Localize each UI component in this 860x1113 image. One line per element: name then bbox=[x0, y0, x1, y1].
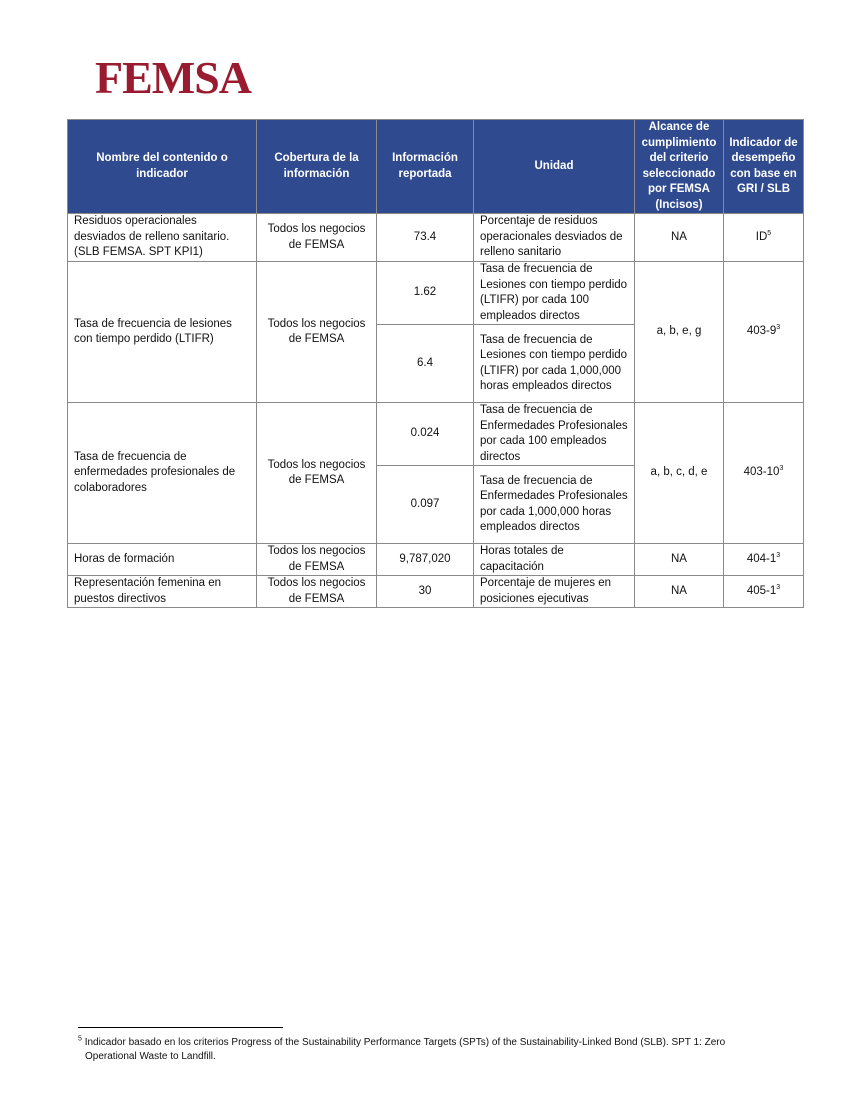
gri-footnote-ref: 5 bbox=[767, 229, 772, 237]
row-gri bbox=[724, 403, 804, 544]
gri-footnote-ref: 3 bbox=[776, 324, 781, 332]
row-unit: Tasa de frecuencia de Enfermedades Profesionales por cada 1,000,000 horas empleados directos bbox=[474, 466, 635, 544]
gri-code: ID bbox=[755, 230, 768, 243]
header-coverage: Cobertura de la información bbox=[257, 120, 377, 214]
gri-code: 405-1 bbox=[746, 584, 777, 597]
footnote-mark: 5 bbox=[78, 1035, 82, 1043]
row-name: Residuos operacionales desviados de relleno sanitario. (SLB FEMSA. SPT KPI1) bbox=[68, 214, 257, 262]
footnote-line-1: Indicador basado en los criterios Progress of the Sustainability Performance Targets (SPTs) of the Sustainability-Linked Bond (SLB). SPT 1: Zero bbox=[84, 1037, 726, 1048]
table-row bbox=[68, 576, 804, 608]
row-scope: NA bbox=[635, 214, 724, 262]
row-value: 0.024 bbox=[377, 403, 474, 466]
header-name: Nombre del contenido o indicador bbox=[68, 120, 257, 214]
table-row bbox=[68, 214, 804, 262]
gri-footnote-ref: 3 bbox=[776, 551, 781, 559]
row-gri bbox=[724, 576, 804, 608]
gri-code: 403-10 bbox=[743, 466, 780, 479]
header-value: Información reportada bbox=[377, 120, 474, 214]
row-value: 73.4 bbox=[377, 214, 474, 262]
gri-code: 404-1 bbox=[746, 552, 777, 565]
row-unit: Porcentaje de mujeres en posiciones ejecutivas bbox=[474, 576, 635, 608]
row-gri bbox=[724, 544, 804, 576]
row-name: Horas de formación bbox=[68, 544, 257, 576]
footnote-divider bbox=[78, 1027, 283, 1028]
row-coverage: Todos los negocios de FEMSA bbox=[257, 262, 377, 403]
header-gri: Indicador de desempeño con base en GRI / SLB bbox=[724, 120, 804, 214]
row-name: Tasa de frecuencia de lesiones con tiempo perdido (LTIFR) bbox=[68, 262, 257, 403]
gri-footnote-ref: 3 bbox=[776, 583, 781, 591]
table-row bbox=[68, 262, 804, 325]
row-scope: a, b, e, g bbox=[635, 262, 724, 403]
row-name: Representación femenina en puestos directivos bbox=[68, 576, 257, 608]
header-unit: Unidad bbox=[474, 120, 635, 214]
row-unit: Tasa de frecuencia de Lesiones con tiempo perdido (LTIFR) por cada 100 empleados directos bbox=[474, 262, 635, 325]
row-value: 9,787,020 bbox=[377, 544, 474, 576]
row-gri bbox=[724, 262, 804, 403]
row-value: 0.097 bbox=[377, 466, 474, 544]
row-value: 1.62 bbox=[377, 262, 474, 325]
indicators-table bbox=[67, 119, 804, 608]
table-row bbox=[68, 403, 804, 466]
row-coverage: Todos los negocios de FEMSA bbox=[257, 544, 377, 576]
table-header-row bbox=[68, 120, 804, 214]
row-scope: a, b, c, d, e bbox=[635, 403, 724, 544]
row-unit: Porcentaje de residuos operacionales desviados de relleno sanitario bbox=[474, 214, 635, 262]
row-coverage: Todos los negocios de FEMSA bbox=[257, 576, 377, 608]
row-gri bbox=[724, 214, 804, 262]
femsa-logo: FEMSA bbox=[95, 52, 251, 103]
row-value: 30 bbox=[377, 576, 474, 608]
row-coverage: Todos los negocios de FEMSA bbox=[257, 403, 377, 544]
header-scope: Alcance de cumplimiento del criterio seleccionado por FEMSA (Incisos) bbox=[635, 120, 724, 214]
gri-code: 403-9 bbox=[746, 325, 777, 338]
footnote bbox=[78, 1036, 758, 1064]
row-coverage: Todos los negocios de FEMSA bbox=[257, 214, 377, 262]
row-unit: Tasa de frecuencia de Lesiones con tiempo perdido (LTIFR) por cada 1,000,000 horas empleados directos bbox=[474, 325, 635, 403]
table-row bbox=[68, 544, 804, 576]
gri-footnote-ref: 3 bbox=[779, 465, 784, 473]
row-name: Tasa de frecuencia de enfermedades profesionales de colaboradores bbox=[68, 403, 257, 544]
row-scope: NA bbox=[635, 576, 724, 608]
row-unit: Tasa de frecuencia de Enfermedades Profesionales por cada 100 empleados directos bbox=[474, 403, 635, 466]
row-unit: Horas totales de capacitación bbox=[474, 544, 635, 576]
row-value: 6.4 bbox=[377, 325, 474, 403]
row-scope: NA bbox=[635, 544, 724, 576]
footnote-line-2: Operational Waste to Landfill. bbox=[85, 1051, 216, 1062]
